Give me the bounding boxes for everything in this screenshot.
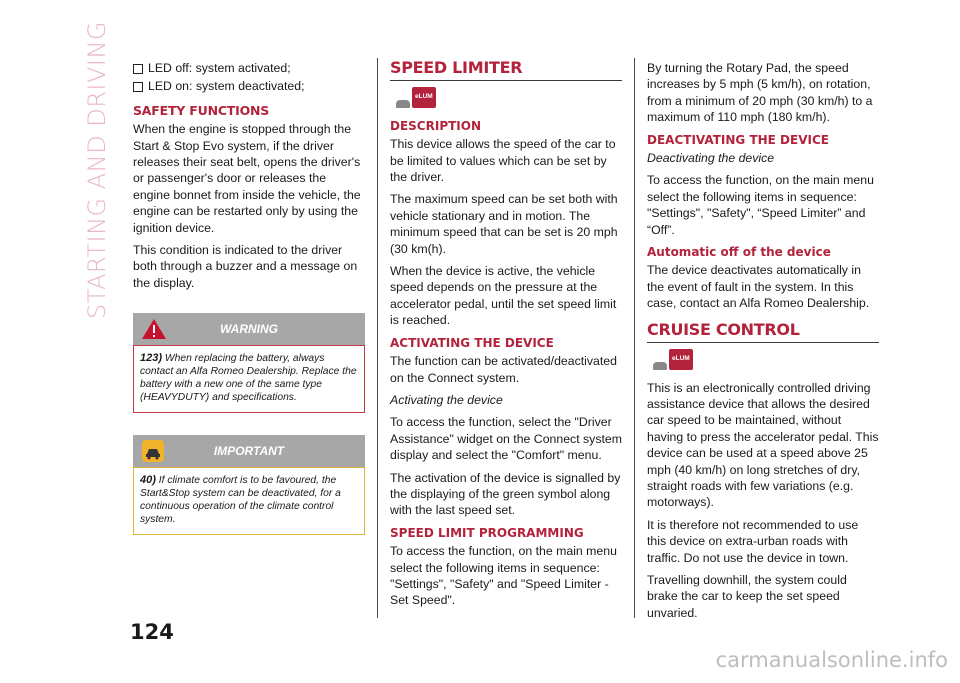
column-1 xyxy=(133,60,365,535)
car-important-icon xyxy=(141,439,165,467)
description-heading: DESCRIPTION xyxy=(390,118,482,133)
paragraph: The function can be activated/deactivated on the Connect system. xyxy=(390,354,617,385)
column-2 xyxy=(390,60,622,615)
elum-badge: eLUM xyxy=(412,87,436,107)
paragraph: When the engine is stopped through the Start & Stop Evo system, if the driver releases their seat belt, opens the driver's or passenger's door or releases the engine bonnet from inside the vehicle, the engine can be restarted only by using the ignition device. xyxy=(133,122,361,235)
chapter-side-title xyxy=(82,20,112,320)
warning-box-header: WARNING xyxy=(133,313,365,345)
important-box-body: 40) If climate comfort is to be favoured, the Start&Stop system can be deactivated, for a continuous operation of the climate control system. xyxy=(133,467,365,535)
paragraph: The device deactivates automatically in the event of fault in the system. In this case, contact an Alfa Romeo Dealership. xyxy=(647,263,870,311)
page-number: 124 xyxy=(130,620,174,644)
paragraph: To access the function, on the main menu select the following items in sequence: "Settings", "Safety", “Speed Limiter” and “Off”. xyxy=(647,173,874,237)
italic-subheading: Activating the device xyxy=(390,392,503,407)
column-3 xyxy=(647,60,879,627)
paragraph: Travelling downhill, the system could brake the car to keep the set speed unvaried. xyxy=(647,572,847,620)
warning-triangle-icon xyxy=(141,317,167,345)
cruise-control-title: CRUISE CONTROL xyxy=(647,322,879,343)
column-divider xyxy=(377,58,378,618)
paragraph: The maximum speed can be set both with vehicle stationary and in motion. The minimum speed that can be set is 20 mph (30 km(h). xyxy=(390,192,618,256)
paragraph: This is an electronically controlled driving assistance device that allows the desired car speed to be maintained, without having to press the accelerator pedal. This device can be used at a speed above 25 mph (40 km/h) on long stretches of dry, straight roads with few variations (e.g. motorways). xyxy=(647,380,879,510)
checkbox-bullet-icon xyxy=(133,64,143,74)
car-icon xyxy=(653,362,667,370)
paragraph: The activation of the device is signalled by the displaying of the green symbol along with the last speed set. xyxy=(390,470,621,518)
paragraph: By turning the Rotary Pad, the speed increases by 5 mph (5 km/h), on rotation, from a minimum of 20 mph (30 km/h) to a maximum of 110 mph (180 km/h). xyxy=(647,61,873,125)
paragraph: When the device is active, the vehicle speed depends on the pressure at the accelerator pedal, until the set speed limit is reached. xyxy=(390,264,617,328)
warning-box-body: 123) When replacing the battery, always contact an Alfa Romeo Dealership. Replace the battery with a new one of the same type (HEAVYDUTY) and specifications. xyxy=(133,345,365,413)
checkbox-bullet-icon xyxy=(133,82,143,92)
paragraph: This device allows the speed of the car to be limited to values which can be set by the driver. xyxy=(390,137,616,185)
deactivating-heading: DEACTIVATING THE DEVICE xyxy=(647,132,829,147)
speed-limiter-title: SPEED LIMITER xyxy=(390,60,622,81)
paragraph: To access the function, select the "Driver Assistance" widget on the Connect system display and select the "Comfort" menu. xyxy=(390,415,622,463)
bullet-item: LED off: system activated; xyxy=(133,60,365,76)
bullet-item: LED on: system deactivated; xyxy=(133,78,365,94)
paragraph: This condition is indicated to the driver both through a buzzer and a message on the display. xyxy=(133,243,358,290)
programming-heading: SPEED LIMIT PROGRAMMING xyxy=(390,525,584,540)
paragraph: It is therefore not recommended to use this device on extra-urban roads with traffic. Do not use the device in town. xyxy=(647,517,859,565)
elum-badge: eLUM xyxy=(669,349,693,369)
paragraph: To access the function, on the main menu select the following items in sequence: "Settings", "Safety" and "Speed Limiter - Set Speed". xyxy=(390,544,617,608)
activating-heading: ACTIVATING THE DEVICE xyxy=(390,335,554,350)
elum-availability-icon xyxy=(653,349,879,369)
chapter-side-title-text: STARTING AND DRIVING xyxy=(83,20,111,320)
italic-subheading: Deactivating the device xyxy=(647,151,775,166)
elum-availability-icon xyxy=(396,87,622,107)
automatic-off-heading: Automatic off of the device xyxy=(647,245,831,260)
important-box-header: IMPORTANT xyxy=(133,435,365,467)
watermark: carmanualsonline.info xyxy=(715,648,948,672)
car-icon xyxy=(396,100,410,108)
safety-functions-heading: SAFETY FUNCTIONS xyxy=(133,102,270,118)
column-divider xyxy=(634,58,635,618)
